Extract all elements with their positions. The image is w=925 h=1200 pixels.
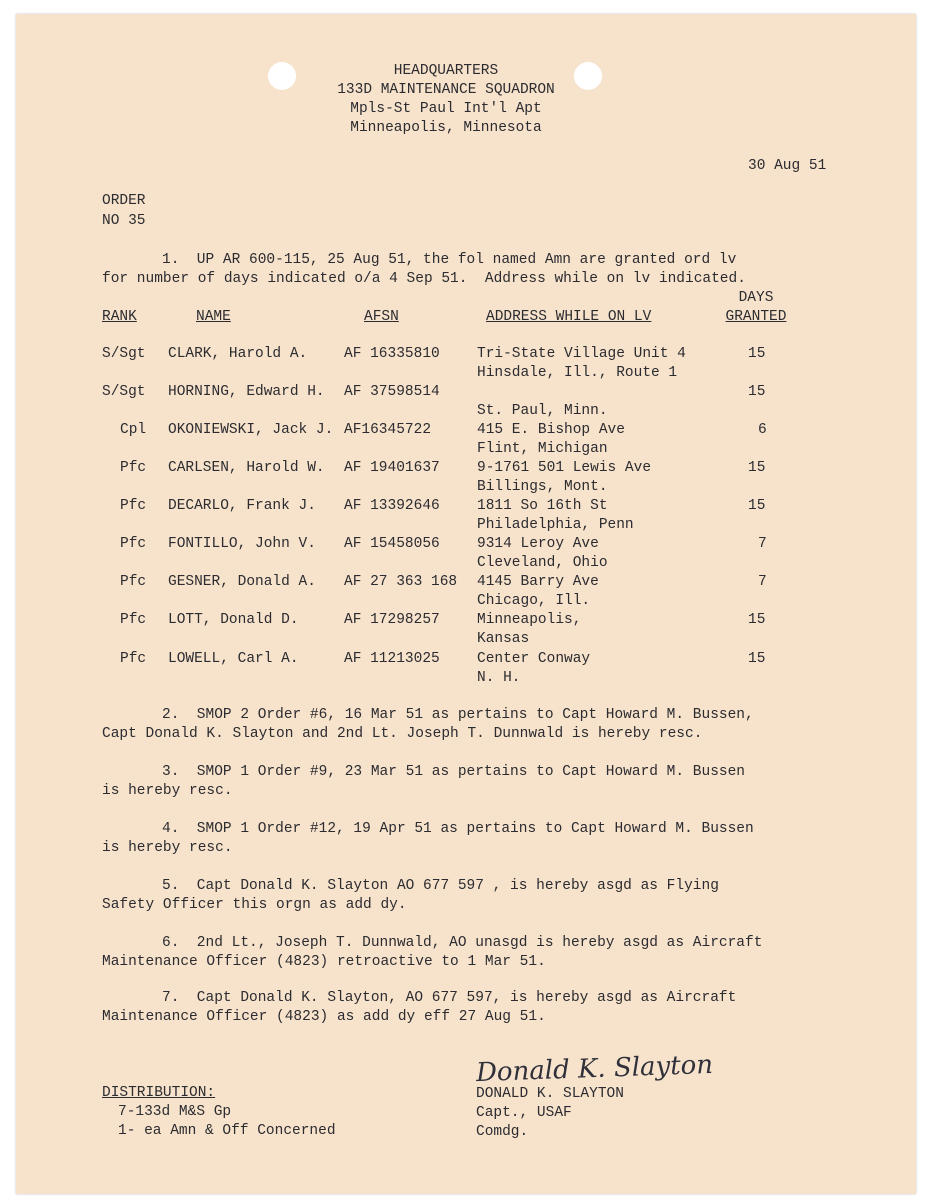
para2-line2: Capt Donald K. Slayton and 2nd Lt. Joseph T. Dunnwald is hereby resc. <box>102 726 703 742</box>
row-rank: Pfc <box>120 460 147 476</box>
row-address-line1: Tri-State Village Unit 4 <box>477 346 686 362</box>
distribution-line-2: 1- ea Amn & Off Concerned <box>118 1123 336 1139</box>
row-address-line1: 415 E. Bishop Ave <box>477 422 625 438</box>
para5-line1: 5. Capt Donald K. Slayton AO 677 597 , is hereby asgd as Flying <box>162 878 719 894</box>
row-rank: S/Sgt <box>102 384 146 400</box>
row-name: LOWELL, Carl A. <box>168 651 299 667</box>
signer-name: DONALD K. SLAYTON <box>476 1086 624 1102</box>
row-name: LOTT, Donald D. <box>168 612 299 628</box>
row-address-line2: Hinsdale, Ill., Route 1 <box>477 365 678 381</box>
header-days: DAYS <box>738 290 774 306</box>
row-rank: Pfc <box>120 536 147 552</box>
row-days: 15 <box>748 651 766 667</box>
para7-line1: 7. Capt Donald K. Slayton, AO 677 597, is hereby asgd as Aircraft <box>162 990 737 1006</box>
para4-line2: is hereby resc. <box>102 840 233 856</box>
header-granted: GRANTED <box>725 309 787 325</box>
row-days: 7 <box>758 536 767 552</box>
header-line-2: 133D MAINTENANCE SQUADRON <box>337 82 555 98</box>
row-rank: S/Sgt <box>102 346 146 362</box>
row-rank: Pfc <box>120 651 147 667</box>
distribution-label: DISTRIBUTION: <box>102 1085 216 1101</box>
row-address-line2: Chicago, Ill. <box>477 593 591 609</box>
header-name: NAME <box>196 309 231 325</box>
order-number: NO 35 <box>102 213 146 229</box>
row-address-line2: Cleveland, Ohio <box>477 555 608 571</box>
row-afsn: AF 11213025 <box>344 651 440 667</box>
signer-rank: Capt., USAF <box>476 1105 572 1121</box>
row-name: DECARLO, Frank J. <box>168 498 316 514</box>
row-days: 15 <box>748 384 766 400</box>
row-address-line2: Philadelphia, Penn <box>477 517 634 533</box>
row-days: 6 <box>758 422 767 438</box>
row-afsn: AF 13392646 <box>344 498 440 514</box>
row-days: 15 <box>748 498 766 514</box>
header-line-3: Mpls-St Paul Int'l Apt <box>350 101 542 117</box>
handwritten-signature: Donald K. Slayton <box>475 1049 714 1089</box>
header-rank: RANK <box>102 309 137 325</box>
header-line-4: Minneapolis, Minnesota <box>350 120 542 136</box>
para7-line2: Maintenance Officer (4823) as add dy eff 27 Aug 51. <box>102 1009 546 1025</box>
row-name: GESNER, Donald A. <box>168 574 316 590</box>
para6-line2: Maintenance Officer (4823) retroactive to 1 Mar 51. <box>102 954 546 970</box>
row-address-line2: Flint, Michigan <box>477 441 608 457</box>
para2-line1: 2. SMOP 2 Order #6, 16 Mar 51 as pertains to Capt Howard M. Bussen, <box>162 707 754 723</box>
row-address-line2: St. Paul, Minn. <box>477 403 608 419</box>
header-afsn: AFSN <box>364 309 399 325</box>
para3-line1: 3. SMOP 1 Order #9, 23 Mar 51 as pertains to Capt Howard M. Bussen <box>162 764 745 780</box>
para5-line2: Safety Officer this orgn as add dy. <box>102 897 407 913</box>
row-afsn: AF 19401637 <box>344 460 440 476</box>
para6-line1: 6. 2nd Lt., Joseph T. Dunnwald, AO unasgd is hereby asgd as Aircraft <box>162 935 763 951</box>
para1-line2: for number of days indicated o/a 4 Sep 51. Address while on lv indicated. <box>102 271 746 287</box>
row-afsn: AF 27 363 168 <box>344 574 458 590</box>
row-address-line1: 1811 So 16th St <box>477 498 608 514</box>
row-address-line1: 9-1761 501 Lewis Ave <box>477 460 652 476</box>
row-afsn: AF 16335810 <box>344 346 440 362</box>
row-rank: Pfc <box>120 574 147 590</box>
row-address-line1: 9314 Leroy Ave <box>477 536 599 552</box>
row-name: FONTILLO, John V. <box>168 536 316 552</box>
row-address-line1: Center Conway <box>477 651 591 667</box>
para1-line1: 1. UP AR 600-115, 25 Aug 51, the fol named Amn are granted ord lv <box>162 252 737 268</box>
header-address: ADDRESS WHILE ON LV <box>486 309 652 325</box>
row-address-line2: N. H. <box>477 670 521 686</box>
row-name: HORNING, Edward H. <box>168 384 325 400</box>
header-line-1: HEADQUARTERS <box>393 63 499 79</box>
distribution-line-1: 7-133d M&S Gp <box>118 1104 232 1120</box>
row-afsn: AF 17298257 <box>344 612 440 628</box>
signer-role: Comdg. <box>476 1124 529 1140</box>
row-name: CLARK, Harold A. <box>168 346 308 362</box>
row-address-line2: Billings, Mont. <box>477 479 608 495</box>
row-days: 15 <box>748 612 766 628</box>
row-address-line2: Kansas <box>477 631 530 647</box>
row-name: OKONIEWSKI, Jack J. <box>168 422 334 438</box>
para3-line2: is hereby resc. <box>102 783 233 799</box>
row-rank: Cpl <box>120 422 147 438</box>
row-address-line1: 4145 Barry Ave <box>477 574 599 590</box>
row-address-line1: Minneapolis, <box>477 612 582 628</box>
row-afsn: AF16345722 <box>344 422 432 438</box>
row-afsn: AF 37598514 <box>344 384 440 400</box>
row-days: 15 <box>748 346 766 362</box>
row-days: 7 <box>758 574 767 590</box>
document-page <box>16 14 916 1194</box>
order-date: 30 Aug 51 <box>748 158 827 174</box>
order-label: ORDER <box>102 193 146 209</box>
row-name: CARLSEN, Harold W. <box>168 460 325 476</box>
row-days: 15 <box>748 460 766 476</box>
para4-line1: 4. SMOP 1 Order #12, 19 Apr 51 as pertains to Capt Howard M. Bussen <box>162 821 754 837</box>
row-rank: Pfc <box>120 498 147 514</box>
row-rank: Pfc <box>120 612 147 628</box>
row-afsn: AF 15458056 <box>344 536 440 552</box>
